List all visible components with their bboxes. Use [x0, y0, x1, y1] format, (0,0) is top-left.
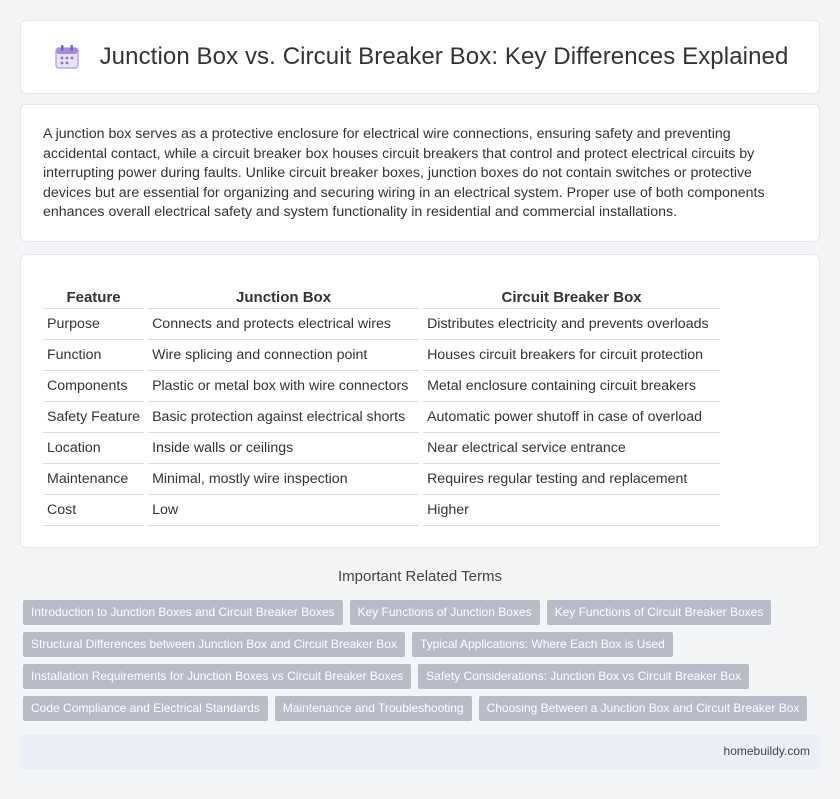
table-row: [43, 402, 720, 433]
related-term-tag[interactable]: Code Compliance and Electrical Standards: [23, 696, 268, 721]
table-row: [43, 340, 720, 371]
tag-row: [23, 664, 823, 689]
table-row: [43, 433, 720, 464]
table-cell: Near electrical service entrance: [423, 433, 720, 464]
table-row: [43, 464, 720, 495]
related-term-tag[interactable]: Choosing Between a Junction Box and Circuit Breaker Box: [479, 696, 808, 721]
related-terms-list: [23, 600, 823, 728]
table-header-row: [43, 282, 720, 309]
column-header-junction-box: Junction Box: [148, 282, 419, 309]
column-header-feature: Feature: [43, 282, 144, 309]
column-header-circuit-breaker-box: Circuit Breaker Box: [423, 282, 720, 309]
footer: [20, 735, 820, 769]
related-term-tag[interactable]: Safety Considerations: Junction Box vs Circuit Breaker Box: [418, 664, 749, 689]
table-cell: Basic protection against electrical shorts: [148, 402, 419, 433]
table-cell: Requires regular testing and replacement: [423, 464, 720, 495]
footer-site-link[interactable]: homebuildy.com: [723, 744, 810, 758]
page-title: Junction Box vs. Circuit Breaker Box: Key Differences Explained: [99, 43, 789, 70]
comparison-card: [20, 254, 820, 548]
table-cell: Inside walls or ceilings: [148, 433, 419, 464]
table-cell: Maintenance: [43, 464, 144, 495]
related-term-tag[interactable]: Introduction to Junction Boxes and Circuit Breaker Boxes: [23, 600, 343, 625]
related-term-tag[interactable]: Key Functions of Junction Boxes: [350, 600, 540, 625]
related-term-tag[interactable]: Maintenance and Troubleshooting: [275, 696, 472, 721]
tag-row: [23, 696, 823, 721]
related-term-tag[interactable]: Key Functions of Circuit Breaker Boxes: [547, 600, 772, 625]
related-term-tag[interactable]: Typical Applications: Where Each Box is Used: [412, 632, 673, 657]
table-cell: Automatic power shutoff in case of overload: [423, 402, 720, 433]
table-row: [43, 371, 720, 402]
table-cell: Metal enclosure containing circuit breakers: [423, 371, 720, 402]
table-cell: Plastic or metal box with wire connectors: [148, 371, 419, 402]
related-term-tag[interactable]: Installation Requirements for Junction Boxes vs Circuit Breaker Boxes: [23, 664, 411, 689]
table-cell: Purpose: [43, 309, 144, 340]
table-cell: Connects and protects electrical wires: [148, 309, 419, 340]
comparison-table: [39, 282, 724, 526]
table-row: [43, 309, 720, 340]
tag-row: [23, 632, 823, 657]
intro-text: A junction box serves as a protective enclosure for electrical wire connections, ensuring safety and preventing accidental contact, while a circuit breaker box houses circuit breakers that control and protect electrical circuits by interrupting power during faults. Unlike circuit breaker boxes, junction boxes do not contain switches or protective devices but are essential for organizing and securing wiring in an electrical system. Proper use of both components enhances overall electrical safety and system functionality in residential and commercial installations.: [43, 126, 765, 221]
table-cell: Components: [43, 371, 144, 402]
table-cell: Minimal, mostly wire inspection: [148, 464, 419, 495]
related-terms-title: Important Related Terms: [338, 568, 502, 585]
intro-card: [20, 104, 820, 242]
table-cell: Distributes electricity and prevents overloads: [423, 309, 720, 340]
table-cell: Cost: [43, 495, 144, 526]
table-cell: Safety Feature: [43, 402, 144, 433]
table-cell: Location: [43, 433, 144, 464]
table-cell: Wire splicing and connection point: [148, 340, 419, 371]
calendar-icon: [52, 42, 82, 72]
table-row: [43, 495, 720, 526]
page-header: [20, 20, 820, 94]
tag-row: [23, 600, 823, 625]
table-cell: Houses circuit breakers for circuit protection: [423, 340, 720, 371]
related-term-tag[interactable]: Structural Differences between Junction Box and Circuit Breaker Box: [23, 632, 405, 657]
table-cell: Low: [148, 495, 419, 526]
table-cell: Higher: [423, 495, 720, 526]
table-cell: Function: [43, 340, 144, 371]
